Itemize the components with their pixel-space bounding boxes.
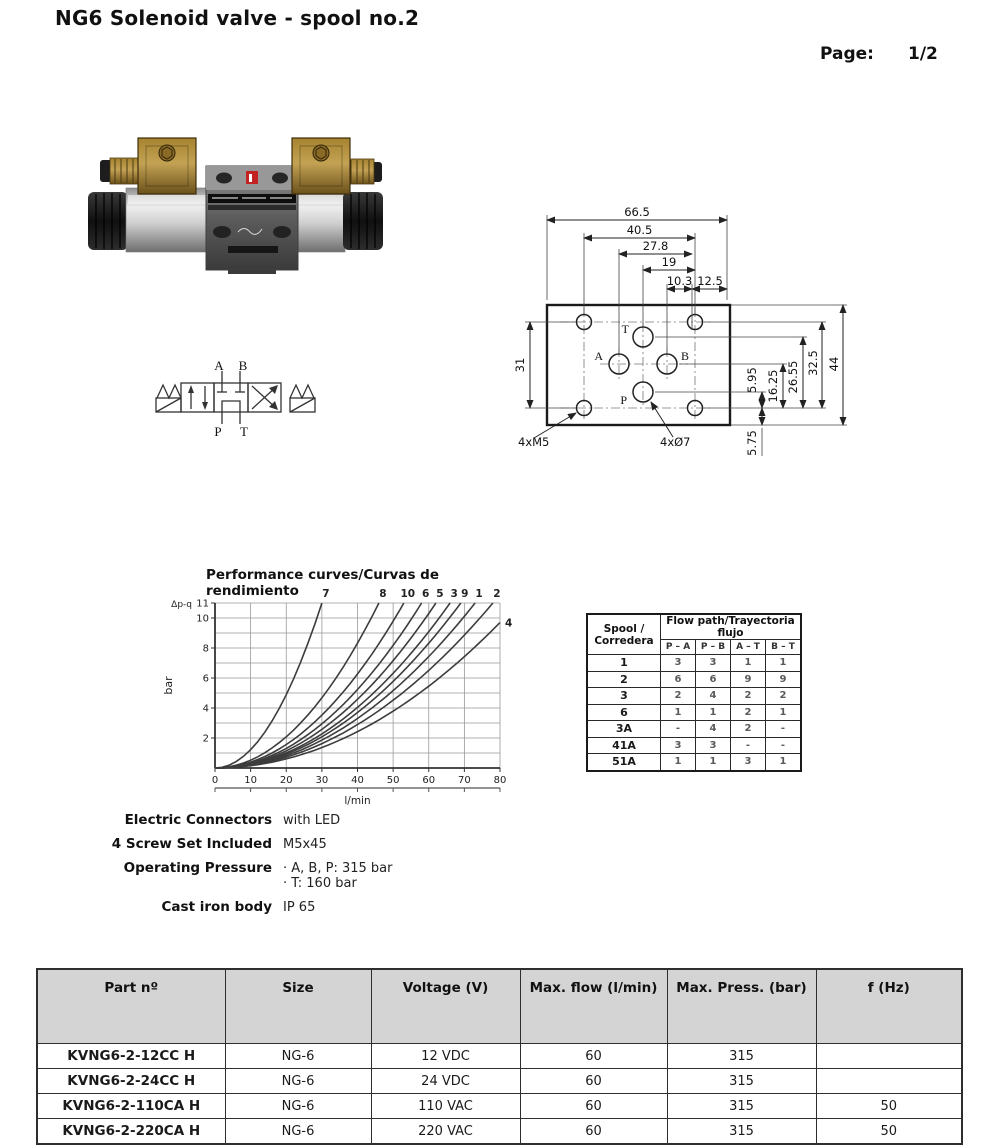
svg-text:70: 70 <box>458 775 471 786</box>
svg-text:Δp-q: Δp-q <box>171 600 192 610</box>
performance-chart <box>150 566 520 818</box>
svg-text:6: 6 <box>202 673 209 685</box>
table-row: 3A - 4 2 - <box>587 721 801 738</box>
svg-text:P: P <box>214 424 222 439</box>
table-row: KVNG6-2-220CA H NG-6 220 VAC 60 315 50 <box>37 1119 962 1145</box>
svg-text:A: A <box>214 360 224 373</box>
spec-value: IP 65 <box>283 900 316 915</box>
svg-text:9: 9 <box>461 588 469 600</box>
table-row: KVNG6-2-110CA H NG-6 110 VAC 60 315 50 <box>37 1094 962 1119</box>
spec-row <box>90 837 510 852</box>
svg-text:20: 20 <box>279 775 293 786</box>
svg-text:32.5: 32.5 <box>806 350 820 376</box>
spool-flow-path-table <box>586 613 802 772</box>
svg-text:30: 30 <box>315 775 329 786</box>
svg-text:8: 8 <box>202 643 209 655</box>
svg-text:8: 8 <box>379 588 387 600</box>
svg-text:5: 5 <box>436 588 444 600</box>
svg-text:bar: bar <box>162 676 175 695</box>
product-photo <box>88 132 383 278</box>
symbol-left-position <box>181 383 214 412</box>
svg-text:5.75: 5.75 <box>745 430 759 456</box>
svg-text:40.5: 40.5 <box>626 223 653 237</box>
spec-label: Electric Connectors <box>124 812 272 828</box>
svg-text:11: 11 <box>196 598 209 610</box>
svg-text:T: T <box>240 424 248 439</box>
svg-text:10.3: 10.3 <box>666 274 693 288</box>
spec-value: M5x45 <box>283 837 327 852</box>
page-number: 1/2 <box>907 44 938 64</box>
svg-text:P: P <box>620 393 627 407</box>
right-solenoid <box>290 398 315 412</box>
chart-title: Performance curves/Curvas de rendimiento <box>206 567 439 599</box>
page-indicator <box>820 44 938 64</box>
svg-text:4: 4 <box>202 703 209 715</box>
svg-text:1: 1 <box>475 588 483 600</box>
svg-text:44: 44 <box>827 356 841 372</box>
left-end-nut <box>88 192 128 250</box>
note-4xo7: 4xØ7 <box>660 435 691 449</box>
page-title: NG6 Solenoid valve - spool no.2 <box>55 6 420 30</box>
mounting-face-drawing <box>500 190 965 468</box>
svg-text:16.25: 16.25 <box>766 369 780 403</box>
svg-text:10: 10 <box>196 613 209 625</box>
svg-text:6: 6 <box>421 588 430 600</box>
svg-text:7: 7 <box>322 588 330 600</box>
table-row: 3 2 4 2 2 <box>587 688 801 705</box>
left-solenoid <box>156 398 181 412</box>
svg-text:0: 0 <box>211 775 219 786</box>
note-4xm5: 4xM5 <box>518 435 550 449</box>
table-row: KVNG6-2-24CC H NG-6 24 VDC 60 315 <box>37 1069 962 1094</box>
spec-row <box>90 861 510 891</box>
svg-text:T: T <box>621 322 629 336</box>
svg-text:2: 2 <box>493 588 501 600</box>
svg-text:10: 10 <box>244 775 257 786</box>
spool-table-span-header: Flow path/Trayectoria flujo <box>661 614 802 640</box>
svg-text:B: B <box>681 349 690 363</box>
spec-list <box>90 813 510 924</box>
svg-text:5.95: 5.95 <box>745 367 759 393</box>
svg-text:12.5: 12.5 <box>697 274 723 288</box>
spool-table-subheader-row: P – A P – B A – T B – T <box>587 640 801 655</box>
svg-text:A: A <box>594 349 603 363</box>
spec-label: Operating Pressure <box>123 860 272 876</box>
spec-label: 4 Screw Set Included <box>111 836 272 852</box>
spec-label: Cast iron body <box>161 899 272 915</box>
svg-text:27.8: 27.8 <box>642 239 669 253</box>
right-spring <box>290 385 314 398</box>
spec-value: · A, B, P: 315 bar · T: 160 bar <box>283 861 393 891</box>
svg-text:31: 31 <box>513 357 527 373</box>
svg-text:l/min: l/min <box>344 795 371 807</box>
svg-text:60: 60 <box>422 775 436 786</box>
hydraulic-symbol <box>148 360 323 440</box>
table-row: 41A 3 3 - - <box>587 737 801 754</box>
table-row: 6 1 1 2 1 <box>587 704 801 721</box>
table-row: KVNG6-2-12CC H NG-6 12 VDC 60 315 <box>37 1044 962 1069</box>
spec-row <box>90 900 510 915</box>
performance-chart-plot <box>150 566 520 818</box>
svg-text:10: 10 <box>400 588 416 600</box>
svg-text:66.5: 66.5 <box>624 205 650 219</box>
svg-text:3: 3 <box>450 588 458 600</box>
left-connector <box>100 138 196 194</box>
symbol-center-position <box>214 383 248 412</box>
right-connector <box>292 138 382 194</box>
svg-text:4: 4 <box>505 617 513 630</box>
table-row: 2 6 6 9 9 <box>587 671 801 688</box>
parts-table-header-row: Part nº Size Voltage (V) Max. flow (l/min) Max. Press. (bar) f (Hz) <box>37 969 962 1044</box>
part-number-table <box>36 968 963 1145</box>
page-label: Page: <box>820 44 874 64</box>
svg-text:80: 80 <box>493 775 507 786</box>
left-spring <box>157 385 181 398</box>
table-row: 51A 1 1 3 1 <box>587 754 801 771</box>
svg-text:40: 40 <box>351 775 364 786</box>
spec-row <box>90 813 510 828</box>
right-end-nut <box>343 192 383 250</box>
spool-table-corner-header: Spool / Corredera <box>587 614 661 655</box>
table-row: 1 3 3 1 1 <box>587 655 801 672</box>
svg-text:B: B <box>238 360 248 373</box>
symbol-port-labels <box>214 360 248 439</box>
svg-text:26.55: 26.55 <box>786 360 800 394</box>
svg-text:2: 2 <box>202 733 209 745</box>
svg-text:19: 19 <box>661 255 677 269</box>
svg-text:50: 50 <box>386 775 400 786</box>
spec-value: with LED <box>283 813 341 828</box>
